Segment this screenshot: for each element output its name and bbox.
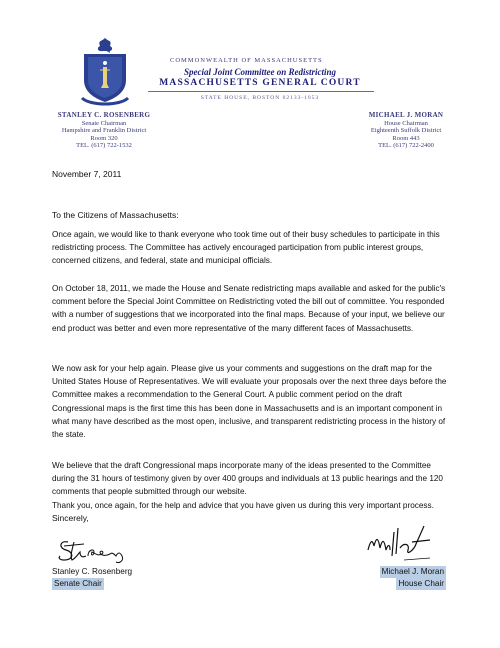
- senate-chair-room: Room 320: [90, 134, 118, 142]
- rosenberg-signature-icon: [54, 532, 134, 566]
- senate-chair-tel: TEL. (617) 722-1532: [76, 142, 132, 150]
- house-chair-block: [354, 112, 458, 150]
- massachusetts-seal-icon: [76, 36, 134, 108]
- paragraph-3: We now ask for your help again. Please give us your comments and suggestions on the draft map for the United States House of Representatives. We will evaluate your proposals over the next three days before the Committee makes a recommendation to the General Court. A public comment period on the draft Congressional maps is the first time this has been done in Massachusetts and is an important component in what many have described as the most open, inclusive, and transparent redistricting process in the history of the state.: [52, 364, 447, 440]
- paragraph-2: On October 18, 2011, we made the House and Senate redistricting maps available and asked for the public's comment before the Special Joint Committee on Redistricting voted the bill out of committee. You responded with a number of suggestions that we incorporated into the final maps. Because of your input, we believe our end product was better and even more representative of the many different faces of Massachusetts.: [52, 284, 446, 333]
- letter-date: November 7, 2011: [52, 169, 122, 179]
- house-chair-room: Room 443: [392, 134, 420, 142]
- senate-signer-name: Stanley C. Rosenberg: [52, 567, 133, 576]
- letterhead-divider: [148, 91, 374, 92]
- letterhead-address: STATE HOUSE, BOSTON 02133-1053: [200, 95, 320, 101]
- committee-heading: Special Joint Committee on Redistricting: [183, 67, 336, 77]
- paragraph-5: Thank you, once again, for the help and advice that you have given us during this very important process.: [52, 501, 434, 510]
- house-signer-name: Michael J. Moran: [381, 567, 444, 576]
- senate-signer-block: [52, 566, 132, 590]
- salutation: To the Citizens of Massachusetts:: [52, 210, 179, 220]
- moran-signature-icon: [364, 520, 434, 566]
- house-chair-title: House Chairman: [384, 119, 428, 127]
- paragraph-1: Once again, we would like to thank everyone who took time out of their busy schedules to participate in this redistricting process. The Committee has actively encouraged participation from public interest groups, concerned citizens, and federal, state and municipal officials.: [52, 230, 440, 266]
- house-chair-district: Eighteenth Suffolk District: [370, 127, 442, 135]
- house-chair-tel: TEL. (617) 722-2400: [378, 142, 434, 150]
- house-chair-name: MICHAEL J. MORAN: [368, 111, 444, 119]
- court-heading: MASSACHUSETTS GENERAL COURT: [159, 78, 361, 88]
- house-signer-role: House Chair: [398, 579, 444, 588]
- senate-chair-name: STANLEY C. ROSENBERG: [57, 111, 151, 119]
- closing: Sincerely,: [52, 513, 89, 523]
- house-signer-block: [360, 566, 446, 590]
- senate-chair-district: Hampshire and Franklin District: [61, 127, 147, 135]
- senate-chair-block: [52, 112, 156, 150]
- commonwealth-heading: COMMONWEALTH OF MASSACHUSETTS: [170, 57, 323, 64]
- senate-chair-title: Senate Chairman: [81, 119, 127, 127]
- senate-signer-role: Senate Chair: [54, 579, 102, 588]
- paragraph-4: We believe that the draft Congressional maps incorporate many of the ideas presented to the Committee during the 31 hours of testimony given by over 400 groups and individuals at 13 public hearings and the 120 comments that people submitted through our website.: [52, 461, 443, 497]
